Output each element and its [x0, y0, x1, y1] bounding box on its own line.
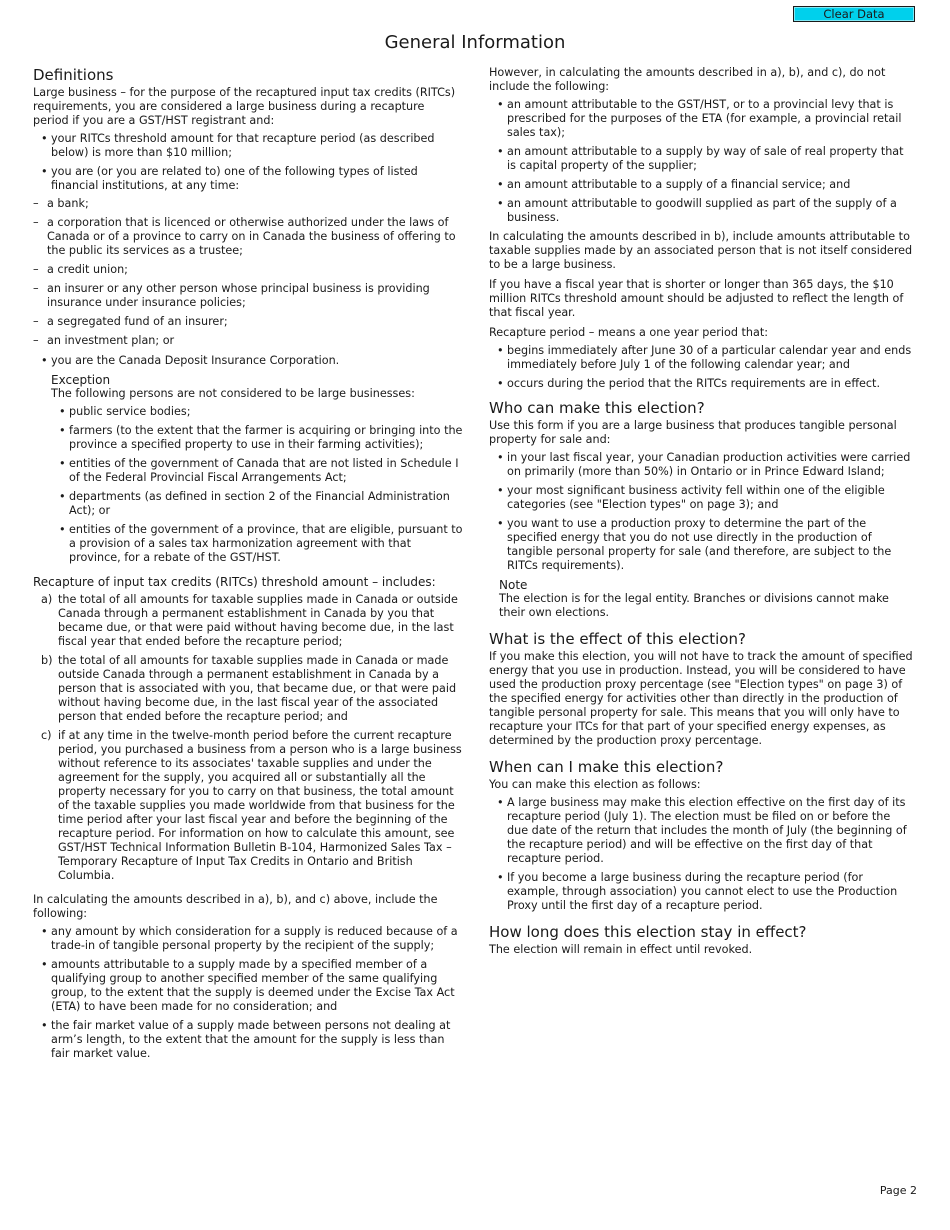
include-list [33, 925, 463, 1061]
when-list [489, 796, 914, 913]
recapture-period-list [489, 344, 914, 391]
threshold-list [33, 593, 463, 883]
list-item-text: the total of all amounts for taxable supplies made in Canada or outside Canada through a permanent establishment in Canada by you that became due, or that were paid without having become due, in the last fiscal year that ended before the recapture period; [58, 593, 458, 648]
list-item: • public service bodies; [51, 405, 463, 419]
who-list [489, 451, 914, 573]
list-item: • begins immediately after June 30 of a particular calendar year and ends immediately before July 1 of the following calendar year; and [489, 344, 914, 372]
list-item: • amounts attributable to a supply made by a specified member of a qualifying group to another specified member of the same qualifying group, to the extent that the supply is deemed under the Excise Tax Act (ETA) to have been made for no consideration; and [33, 958, 463, 1014]
who-heading: Who can make this election? [489, 399, 705, 417]
list-item: • departments (as defined in section 2 of the Financial Administration Act); or [51, 490, 463, 518]
exception-list [51, 405, 463, 565]
fiscal-year-paragraph: If you have a fiscal year that is shorter or longer than 365 days, the $10 million RITCs threshold amount should be adjusted to reflect the length of that fiscal year. [489, 278, 904, 319]
exception-heading: Exception [51, 373, 111, 387]
list-item: – an insurer or any other person whose principal business is providing insurance under insurance policies; [15, 282, 463, 310]
list-marker: c) [41, 729, 52, 742]
right-column [489, 66, 914, 963]
list-item: • If you become a large business during the recapture period (for example, through association) you cannot elect to use the Production Proxy until the first day of a recapture period. [489, 871, 914, 913]
list-item: • entities of the government of Canada that are not listed in Schedule I of the Federal Provincial Fiscal Arrangements Act; [51, 457, 463, 485]
list-item: • your most significant business activity fell within one of the eligible categories (see "Election types" on page 3); and [489, 484, 914, 512]
how-long-text: The election will remain in effect until revoked. [489, 943, 753, 956]
page-title: General Information [384, 32, 566, 53]
list-item: • your RITCs threshold amount for that recapture period (as described below) is more than $10 million; [33, 132, 463, 160]
list-item: • any amount by which consideration for a supply is reduced because of a trade-in of tangible personal property by the recipient of the supply; [33, 925, 463, 953]
list-item: • an amount attributable to goodwill supplied as part of the supply of a business. [489, 197, 914, 225]
large-business-criteria-list [33, 132, 463, 193]
list-item-text: the total of all amounts for taxable supplies made in Canada or made outside Canada through a permanent establishment in Canada by a person that is associated with you, that became due, or that were paid without having become due, in the last fiscal year of the associated person that ended before the recapture period; and [58, 654, 457, 723]
list-item: – a corporation that is licenced or otherwise authorized under the laws of Canada or of a province to carry on in Canada the business of offering to the public its services as a trustee; [15, 216, 463, 258]
associated-paragraph: In calculating the amounts described in b), include amounts attributable to taxable supplies made by an associated person that is not itself considered to be a large business. [489, 230, 913, 271]
note-heading: Note [499, 578, 528, 592]
list-item: • in your last fiscal year, your Canadian production activities were carried on primarily (more than 50%) in Ontario or in Prince Edward Island; [489, 451, 914, 479]
list-item: • entities of the government of a province, that are eligible, pursuant to a provision of a sales tax harmonization agreement with that province, for a rebate of the GST/HST. [51, 523, 463, 565]
list-item: – an investment plan; or [15, 334, 463, 348]
effect-text: If you make this election, you will not have to track the amount of specified energy that you use in production. Instead, you will be considered to have used the production proxy percentage (see "Election types" on page 3) of the specified energy for activities other than directly in the production of tangible personal property for sale. This means that you will only have to recapture your ITCs for that part of your specified energy expenses, as determined by the production proxy percentage. [489, 650, 913, 747]
list-marker: b) [41, 654, 53, 667]
list-item: • you are the Canada Deposit Insurance Corporation. [33, 354, 463, 368]
list-item: • an amount attributable to the GST/HST, or to a provincial levy that is prescribed for the purposes of the ETA (for example, a provincial retail sales tax); [489, 98, 914, 140]
list-item: • occurs during the period that the RITCs requirements are in effect. [489, 377, 914, 391]
list-item: • you want to use a production proxy to determine the part of the specified energy that you do not use directly in the production of tangible personal property for sale (and therefore, are subject to the RITCs requirements). [489, 517, 914, 573]
list-item: – a bank; [15, 197, 463, 211]
note-block [489, 578, 914, 620]
list-item: • A large business may make this election effective on the first day of its recapture period (July 1). The election must be filed on or before the due date of the return that includes the month of July (the beginning of the recapture period) and will be effective on the first day of that recapture period. [489, 796, 914, 866]
clear-data-button[interactable]: Clear Data [793, 6, 915, 22]
left-column [33, 66, 463, 1066]
exception-block [33, 373, 463, 565]
large-business-definition: Large business – for the purpose of the recaptured input tax credits (RITCs) requirements, you are considered a large business during a recapture period if you are a GST/HST registrant and: [33, 86, 456, 127]
when-heading: When can I make this election? [489, 758, 724, 776]
list-item: • farmers (to the extent that the farmer is acquiring or bringing into the province a specified property to use in their farming activities); [51, 424, 463, 452]
exclude-list [489, 98, 914, 225]
list-item: • the fair market value of a supply made between persons not dealing at arm’s length, to the extent that the amount for the supply is less than fair market value. [33, 1019, 463, 1061]
list-item: – a credit union; [15, 263, 463, 277]
list-item [33, 593, 463, 649]
exception-intro: The following persons are not considered to be large businesses: [51, 387, 415, 400]
list-item [33, 654, 463, 724]
page-number: Page 2 [879, 1184, 917, 1197]
list-item: • an amount attributable to a supply by way of sale of real property that is capital property of the supplier; [489, 145, 914, 173]
include-intro: In calculating the amounts described in a), b), and c) above, include the following: [33, 893, 438, 920]
cdic-list [33, 354, 463, 368]
threshold-heading: Recapture of input tax credits (RITCs) threshold amount – includes: [33, 575, 436, 589]
financial-institution-list [15, 197, 463, 348]
how-long-heading: How long does this election stay in effect? [489, 923, 807, 941]
effect-heading: What is the effect of this election? [489, 630, 746, 648]
list-item: • an amount attributable to a supply of a financial service; and [489, 178, 914, 192]
list-item [33, 729, 463, 883]
list-item-text: if at any time in the twelve-month period before the current recapture period, you purchased a business from a person who is a large business without reference to its associates' taxable supplies and under the agreement for the supply, you acquired all or substantially all the property necessary for you to carry on that business, the total amount of the taxable supplies you made worldwide from that business for the time period after your last fiscal year and before the beginning of the recapture period. For information on how to calculate this amount, see GST/HST Technical Information Bulletin B-104, Harmonized Sales Tax – Temporary Recapture of Input Tax Credits in Ontario and British Columbia. [58, 729, 462, 882]
list-item-text: you are (or you are related to) one of the following types of listed financial institutions, at any time: [51, 165, 418, 192]
note-text: The election is for the legal entity. Branches or divisions cannot make their own elections. [499, 592, 889, 619]
recapture-period-definition: Recapture period – means a one year period that: [489, 326, 768, 339]
list-marker: a) [41, 593, 53, 606]
exclude-intro: However, in calculating the amounts described in a), b), and c), do not include the following: [489, 66, 886, 93]
list-item [33, 165, 463, 193]
who-intro: Use this form if you are a large business that produces tangible personal property for sale and: [489, 419, 897, 446]
when-intro: You can make this election as follows: [489, 778, 701, 791]
list-item: – a segregated fund of an insurer; [15, 315, 463, 329]
definitions-heading: Definitions [33, 66, 114, 84]
